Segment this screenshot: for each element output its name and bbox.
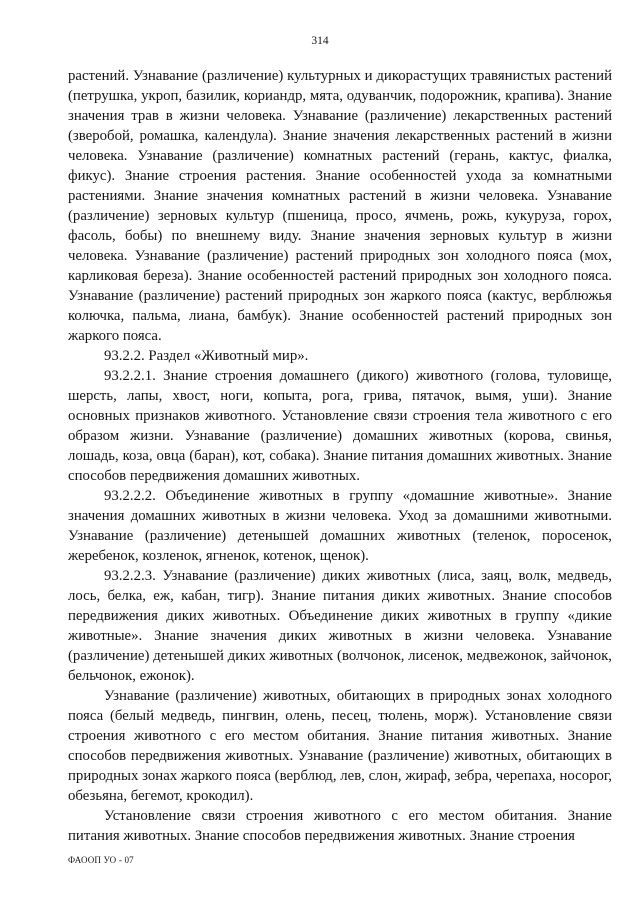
paragraph-plants-continued: растений. Узнавание (различение) культурных и дикорастущих травянистых растений (петрушка, укроп, базилик, кориандр, мята, одуванчик, подорожник, крапива). Знание значения трав в жизни человека. Узнавание (различение) лекарственных растений (зверобой, ромашка, календула). Знание значения лекарственных растений в жизни человека. Узнавание (различение) комнатных растений (герань, кактус, фиалка, фикус). Знание строения растения. Знание особенностей ухода за комнатными растениями. Знание значения комнатных растений в жизни человека. Узнавание (различение) зерновых культур (пшеница, просо, ячмень, рожь, кукуруза, горох, фасоль, бобы) по внешнему виду. Знание значения зерновых культур в жизни человека. Узнавание (различение) растений природных зон холодного пояса (мох, карликовая береза). Знание особенностей растений природных зон холодного пояса. Узнавание (различение) растений природных зон жаркого пояса (кактус, верблюжья колючка, пальма, лиана, бамбук). Знание особенностей растений природных зон жаркого пояса. (68, 68, 612, 344)
page-number: 314 (311, 35, 329, 47)
document-body (68, 66, 612, 846)
paragraph-cold-zone-animals: Узнавание (различение) животных, обитающих в природных зонах холодного пояса (белый медведь, пингвин, олень, песец, тюлень, морж). Установление связи строения животного с его местом обитания. Знание питания животных. Знание способов передвижения животных. Узнавание (различение) животных, обитающих в природных зонах жаркого пояса (верблюд, лев, слон, жираф, зебра, черепаха, носорог, обезьяна, бегемот, крокодил). (68, 688, 612, 804)
paragraph-habitat-connection: Установление связи строения животного с его местом обитания. Знание питания животных. Знание способов передвижения животных. Знание строения (68, 808, 612, 844)
paragraph-93-2-2-3: 93.2.2.3. Узнавание (различение) диких животных (лиса, заяц, волк, медведь, лось, белка, еж, кабан, тигр). Знание питания диких животных. Знание способов передвижения диких животных. Объединение диких животных в группу «дикие животные». Знание значения диких животных в жизни человека. Узнавание (различение) детенышей диких животных (волчонок, лисенок, медвежонок, зайчонок, бельчонок, ежонок). (68, 568, 612, 684)
paragraph-93-2-2-1: 93.2.2.1. Знание строения домашнего (дикого) животного (голова, туловище, шерсть, лапы, хвост, ноги, копыта, рога, грива, пятачок, вымя, уши). Знание основных признаков животного. Установление связи строения тела животного с его образом жизни. Узнавание (различение) домашних животных (корова, свинья, лошадь, коза, овца (баран), кот, собака). Знание питания домашних животных. Знание способов передвижения домашних животных. (68, 368, 612, 484)
paragraph-93-2-2-2: 93.2.2.2. Объединение животных в группу «домашние животные». Знание значения домашних животных в жизни человека. Уход за домашними животными. Узнавание (различение) детенышей домашних животных (теленок, поросенок, жеребенок, козленок, ягненок, котенок, щенок). (68, 488, 612, 564)
document-footer-code: ФАООП УО - 07 (68, 855, 134, 865)
section-heading-animal-world: 93.2.2. Раздел «Животный мир». (104, 348, 309, 364)
